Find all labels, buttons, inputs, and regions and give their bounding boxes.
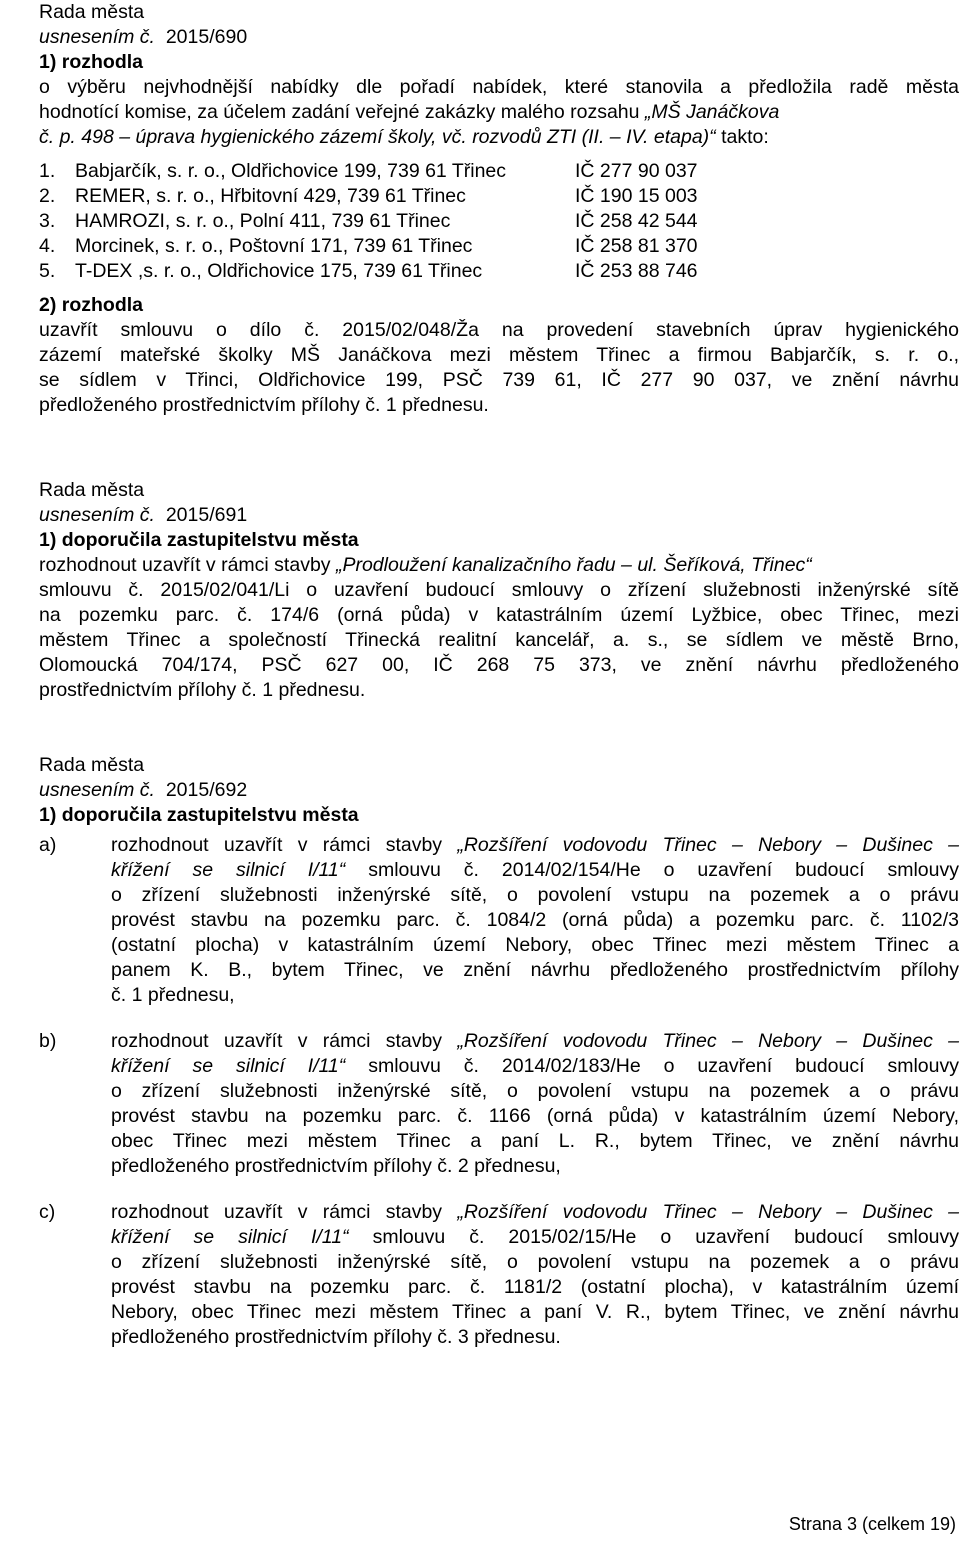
body-line: na pozemku parc. č. 174/6 (orná půda) v katastrálním území Lyžbice, obec Třinec, mezi — [39, 604, 959, 626]
firm-name: Babjarčík, s. r. o., Oldřichovice 199, 739 61 Třinec — [75, 160, 507, 182]
part-heading: 1) doporučila zastupitelstvu města — [39, 529, 359, 551]
resolution-number — [39, 778, 959, 803]
part-heading: 1) doporučila zastupitelstvu města — [39, 804, 359, 826]
firm-name: T-DEX ,s. r. o., Oldřichovice 175, 739 61 Třinec — [75, 260, 483, 282]
project-name: „MŠ Janáčkova — [644, 101, 780, 123]
project-name: křížení se silnicí I/11“ — [111, 1055, 346, 1077]
firm-number: 4. — [39, 235, 56, 257]
body-text: rozhodnout uzavřít v rámci stavby — [39, 554, 336, 576]
body-text: rozhodnout uzavřít v rámci stavby — [111, 1201, 458, 1223]
firm-ic: IČ 258 42 544 — [575, 210, 698, 232]
firm-number: 2. — [39, 185, 56, 207]
firm-name: HAMROZI, s. r. o., Polní 411, 739 61 Třinec — [75, 210, 451, 232]
body-line: o zřízení služebnosti inženýrské sítě, o povolení vstupu na pozemek a o právu — [111, 1080, 959, 1102]
page-footer: Strana 3 (celkem 19) — [788, 1514, 956, 1534]
resolution-number — [39, 503, 959, 528]
resolution-number-value: 2015/692 — [165, 779, 248, 801]
body-line — [39, 553, 959, 578]
body-line: předloženého prostřednictvím přílohy č. 1 přednesu. — [39, 394, 489, 416]
body-line: uzavřít smlouvu o dílo č. 2015/02/048/Ža na provedení stavebních úprav hygienického — [39, 319, 959, 341]
body-line: předloženého prostřednictvím přílohy č. 3 přednesu. — [111, 1326, 561, 1348]
project-name: „Rozšíření vodovodu Třinec – Nebory – Dušinec – — [457, 1030, 959, 1052]
body-line — [111, 1029, 959, 1054]
project-name: č. p. 498 – úprava hygienického zázemí školy, vč. rozvodů ZTI (II. – IV. etapa)“ — [39, 126, 716, 148]
council-label: Rada města — [39, 1, 145, 23]
body-line: městem Třinec a společností Třinecká realitní kancelář, a. s., se sídlem ve městě Brno, — [39, 629, 959, 651]
body-line — [111, 1225, 959, 1250]
body-line — [111, 833, 959, 858]
part-heading: 2) rozhodla — [39, 294, 144, 316]
body-line — [39, 100, 959, 125]
body-line: Olomoucká 704/174, PSČ 627 00, IČ 268 75 373, ve znění návrhu předloženého — [39, 654, 959, 676]
body-text: smlouvu č. 2015/02/15/He o uzavření budoucí smlouvy — [348, 1226, 960, 1248]
firm-ic: IČ 277 90 037 — [575, 160, 698, 182]
project-name: křížení se silnicí I/11“ — [111, 859, 346, 881]
project-name: „Prodloužení kanalizačního řadu – ul. Šeříková, Třinec“ — [335, 554, 812, 576]
sub-item-letter: c) — [39, 1201, 56, 1223]
body-line: se sídlem v Třinci, Oldřichovice 199, PSČ 739 61, IČ 277 90 037, ve znění návrhu — [39, 369, 959, 391]
body-line — [39, 125, 959, 150]
sub-item-letter: b) — [39, 1030, 57, 1052]
sub-item-b — [39, 1029, 959, 1179]
body-line: o zřízení služebnosti inženýrské sítě, o povolení vstupu na pozemek a o právu — [111, 884, 959, 906]
body-line: Nebory, obec Třinec mezi městem Třinec a paní V. R., bytem Třinec, ve znění návrhu — [111, 1301, 959, 1323]
body-text: hodnotící komise, za účelem zadání veřejné zakázky malého rozsahu — [39, 101, 640, 123]
body-line: č. 1 přednesu, — [111, 984, 235, 1006]
firm-item — [39, 159, 959, 184]
resolution-2015-691 — [39, 478, 959, 703]
resolution-number-value: 2015/691 — [165, 504, 248, 526]
sub-item-a — [39, 833, 959, 1008]
body-line: provést stavbu na pozemku parc. č. 1166 (orná půda) v katastrálním území Nebory, — [111, 1105, 959, 1127]
resolution-2015-690 — [39, 0, 959, 418]
body-text: rozhodnout uzavřít v rámci stavby — [111, 1030, 458, 1052]
body-line: o zřízení služebnosti inženýrské sítě, o povolení vstupu na pozemek a o právu — [111, 1251, 959, 1273]
body-text: smlouvu č. 2014/02/183/He o uzavření budoucí smlouvy — [345, 1055, 959, 1077]
firm-list — [39, 159, 959, 284]
firm-ic: IČ 258 81 370 — [575, 235, 698, 257]
part-heading: 1) rozhodla — [39, 51, 144, 73]
resolution-2015-692 — [39, 753, 959, 1350]
body-line: panem K. B., bytem Třinec, ve znění návrhu předloženého prostřednictvím přílohy — [111, 959, 959, 981]
project-name: „Rozšíření vodovodu Třinec – Nebory – Dušinec – — [457, 1201, 959, 1223]
firm-number: 1. — [39, 160, 56, 182]
sub-item-letter: a) — [39, 834, 57, 856]
council-label: Rada města — [39, 754, 145, 776]
council-label: Rada města — [39, 479, 145, 501]
firm-ic: IČ 253 88 746 — [575, 260, 698, 282]
firm-name: REMER, s. r. o., Hřbitovní 429, 739 61 Třinec — [75, 185, 466, 207]
resolution-number — [39, 25, 959, 50]
body-line: smlouvu č. 2015/02/041/Li o uzavření budoucí smlouvy o zřízení služebnosti inženýrské sítě — [39, 579, 959, 601]
body-line: (ostatní plocha) v katastrálním území Nebory, obec Třinec mezi městem Třinec a — [111, 934, 959, 956]
sub-item-c — [39, 1200, 959, 1350]
body-line: předloženého prostřednictvím přílohy č. 2 přednesu, — [111, 1155, 561, 1177]
firm-item — [39, 209, 959, 234]
firm-ic: IČ 190 15 003 — [575, 185, 698, 207]
firm-item — [39, 234, 959, 259]
resolution-number-label: usnesením č. — [39, 504, 155, 526]
resolution-number-label: usnesením č. — [39, 779, 155, 801]
resolution-number-label: usnesením č. — [39, 26, 155, 48]
body-line: o výběru nejvhodnější nabídky dle pořadí nabídek, které stanovila a předložila radě města — [39, 76, 959, 98]
body-line — [111, 1200, 959, 1225]
project-name: křížení se silnicí I/11“ — [111, 1226, 349, 1248]
firm-name: Morcinek, s. r. o., Poštovní 171, 739 61 Třinec — [75, 235, 473, 257]
firm-item — [39, 259, 959, 284]
body-line: zázemí mateřské školky MŠ Janáčkova mezi městem Třinec a firmou Babjarčík, s. r. o., — [39, 344, 959, 366]
body-line: prostřednictvím přílohy č. 1 přednesu. — [39, 679, 366, 701]
body-text: takto: — [715, 126, 769, 148]
body-line: obec Třinec mezi městem Třinec a paní L. R., bytem Třinec, ve znění návrhu — [111, 1130, 959, 1152]
body-line — [111, 858, 959, 883]
firm-number: 5. — [39, 260, 56, 282]
body-text: rozhodnout uzavřít v rámci stavby — [111, 834, 458, 856]
body-line — [111, 1054, 959, 1079]
resolution-number-value: 2015/690 — [165, 26, 248, 48]
project-name: „Rozšíření vodovodu Třinec – Nebory – Dušinec – — [457, 834, 959, 856]
firm-number: 3. — [39, 210, 56, 232]
body-line: provést stavbu na pozemku parc. č. 1181/2 (ostatní plocha), v katastrálním území — [111, 1276, 959, 1298]
firm-item — [39, 184, 959, 209]
body-text: smlouvu č. 2014/02/154/He o uzavření budoucí smlouvy — [345, 859, 959, 881]
body-line: provést stavbu na pozemku parc. č. 1084/2 (orná půda) a pozemku parc. č. 1102/3 — [111, 909, 959, 931]
